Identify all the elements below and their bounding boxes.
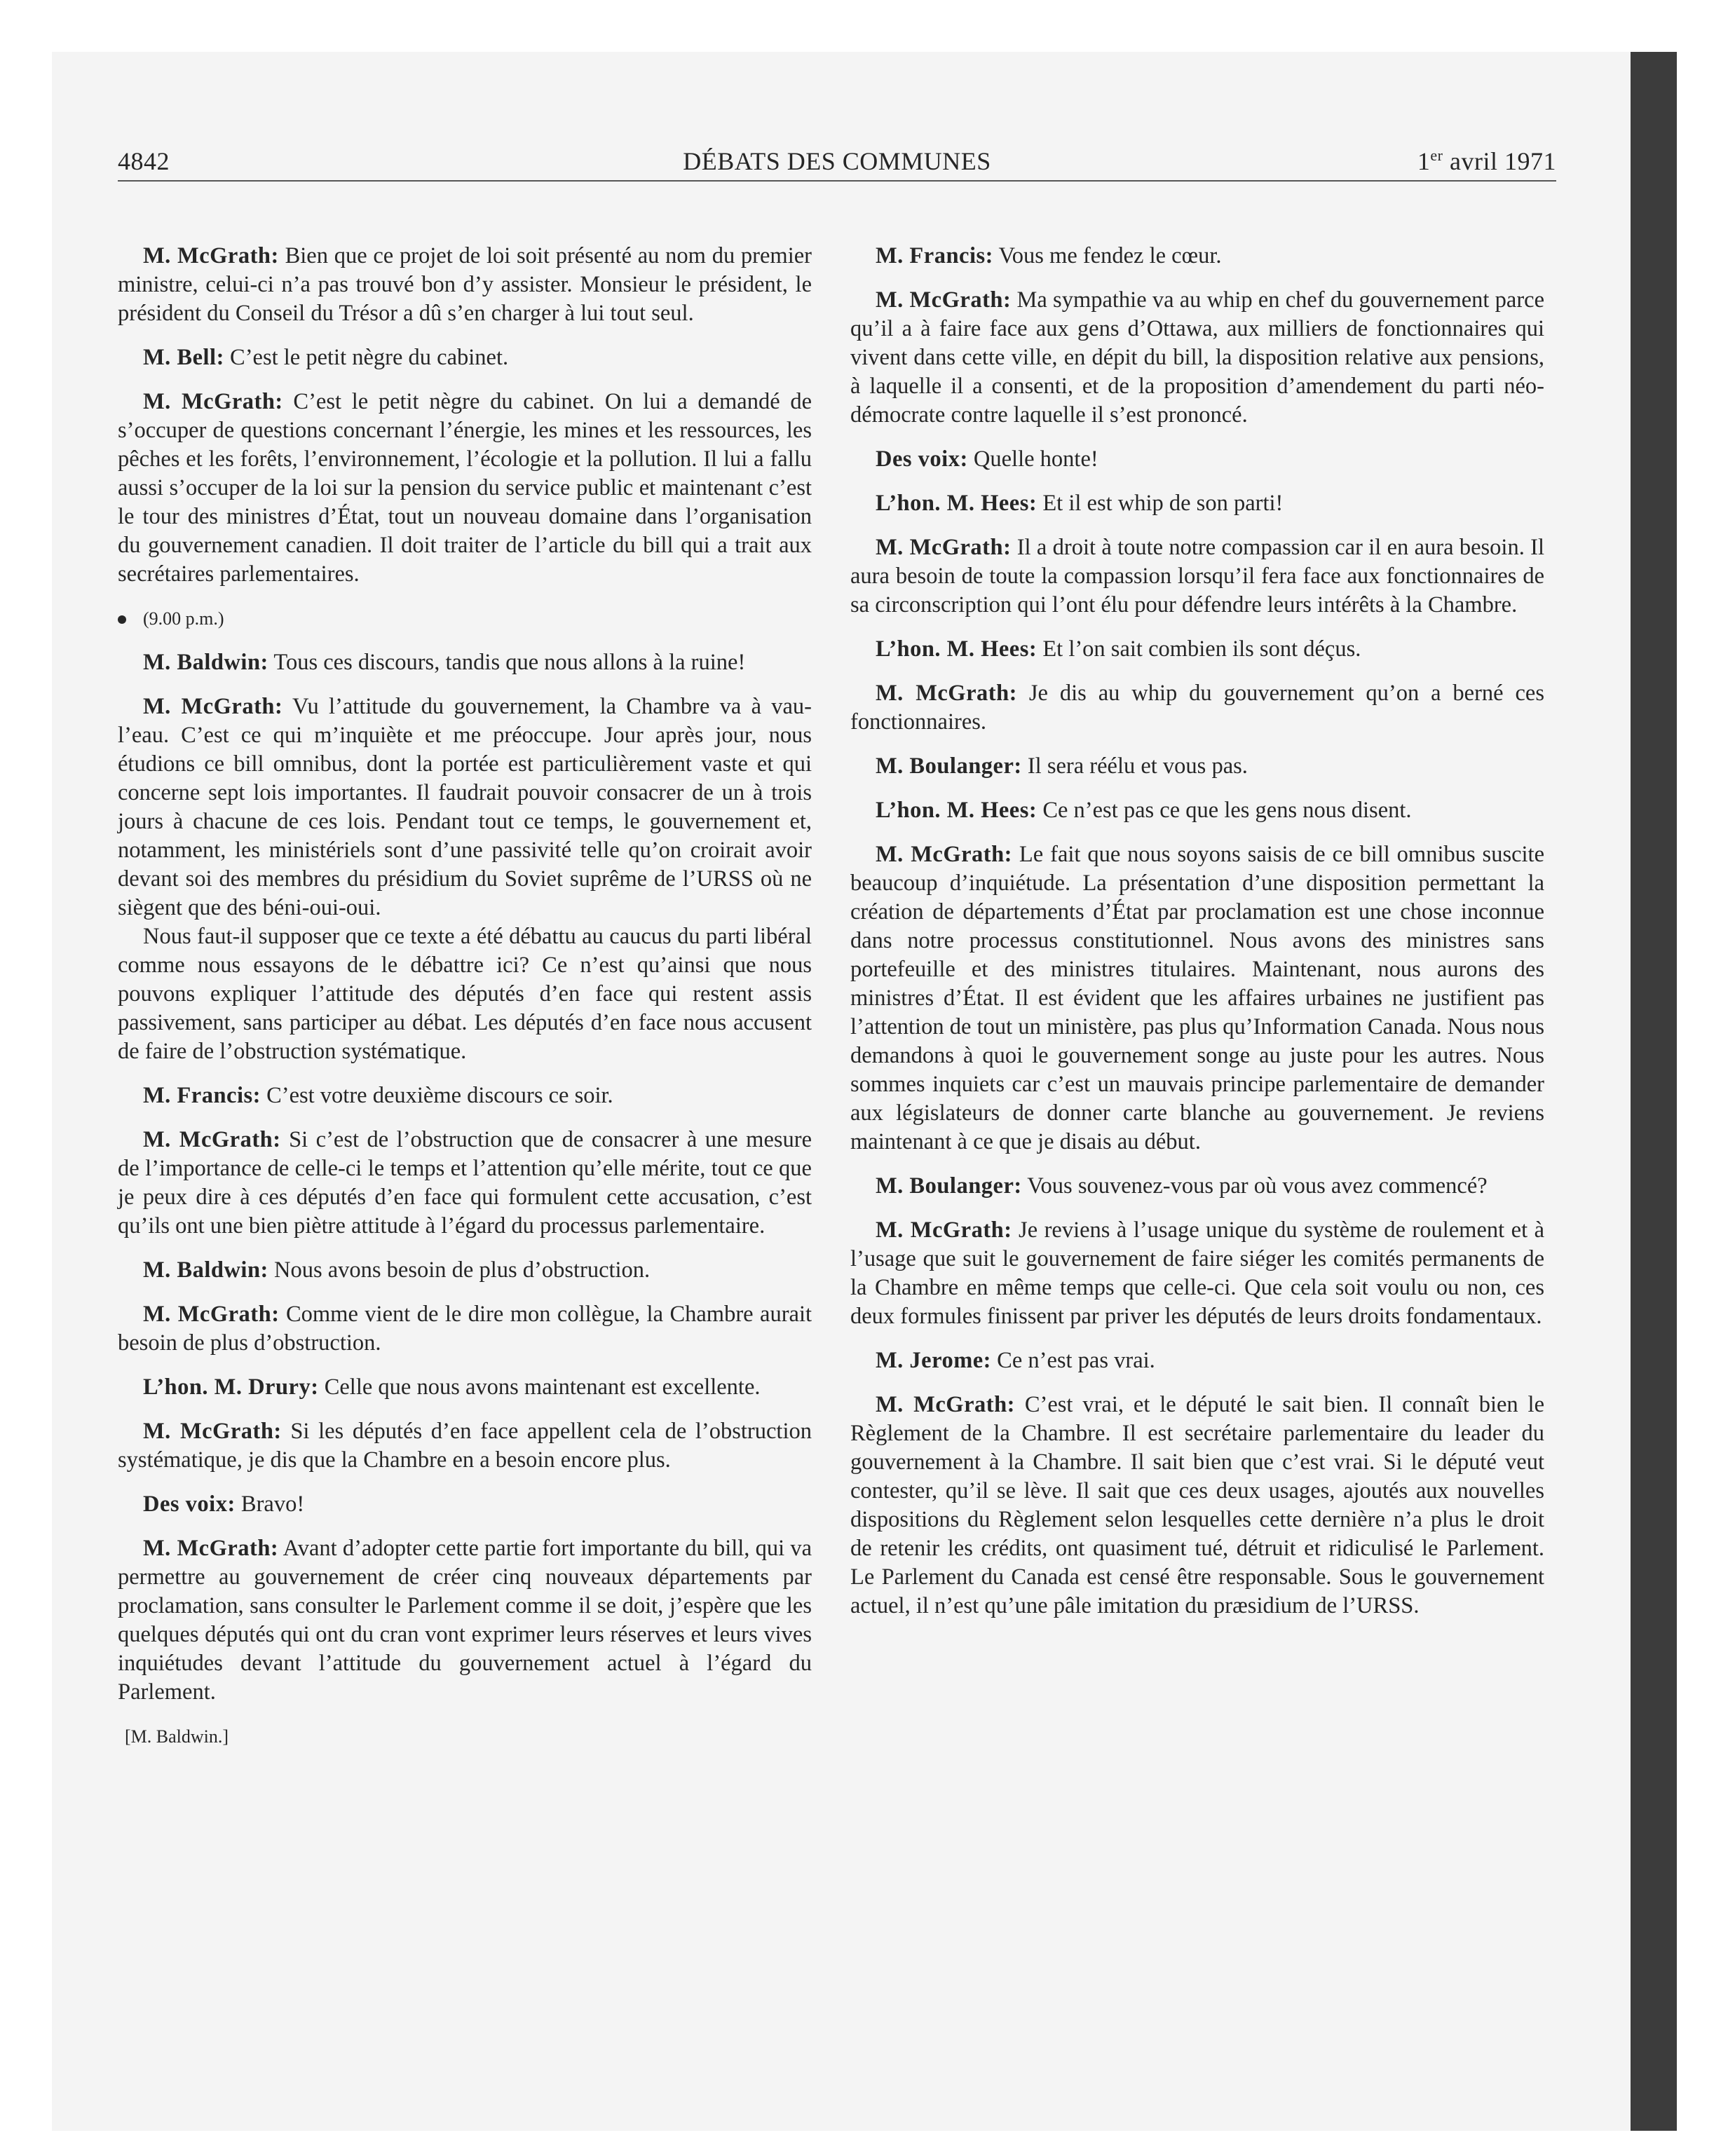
date-day: 1	[1417, 147, 1431, 175]
speech-text: C’est le petit nègre du cabinet.	[230, 345, 509, 370]
speech-text: Quelle honte!	[973, 446, 1098, 472]
speech-text: Nous avons besoin de plus d’obstruction.	[273, 1257, 651, 1283]
speech-paragraph	[118, 1534, 812, 1707]
speech-text: Avant d’adopter cette partie fort importante du bill, qui va permettre au gouvernement de créer cinq nouveaux départements par proclamation, sans consulter le Parlement comme il se doit, j’espère que les quelques députés qui ont du cran vont exprimer leurs réserves et leurs vives inquiétudes devant l’attitude du gouvernement actuel à l’égard du Parlement.	[118, 1536, 812, 1705]
speech-paragraph	[850, 445, 1544, 474]
page-date	[1417, 146, 1556, 176]
speech-text: Vu l’attitude du gouvernement, la Chambre va à vau-l’eau. C’est ce qui m’inquiète et me préoccupe. Jour après jour, nous étudions ce bill omnibus, dont la portée est particulièrement vaste et qui concerne sept lois importantes. Il faudrait pouvoir consacrer de un à trois jours à chacune de ces lois. Pendant tout ce temps, le gouvernement et, notamment, les ministériels sont d’une passivité telle qu’on croirait avoir devant soi des membres du présidium du Soviet suprême de l’URSS où ne siègent que des béni-oui-oui.	[118, 694, 812, 920]
speech-text: Le fait que nous soyons saisis de ce bill omnibus suscite beaucoup d’inquiétude. La présentation d’une disposition permettant la création de départements d’État par proclamation est une chose inconnue dans notre processus constitutionnel. Nous avons des ministres sans portefeuille et des ministres titulaires. Maintenant, nous aurons des ministres d’État. Il est évident que les affaires urbaines ne justifient pas l’attention de tout un ministère, pas plus qu’Information Canada. Nous nous demandons à quoi le gouvernement songe au juste pour les autres. Nous sommes inquiets car c’est un mauvais principe parlementaire de demander aux législateurs de donner carte blanche au gouvernement. Je reviens maintenant à ce que je disais au début.	[850, 842, 1545, 1154]
speech-paragraph	[850, 1391, 1544, 1621]
speech-paragraph	[850, 1216, 1544, 1331]
speaker-name: M. Boulanger:	[876, 753, 1022, 779]
speech-text: C’est votre deuxième discours ce soir.	[266, 1083, 613, 1108]
speech-text: Et l’on sait combien ils sont déçus.	[1042, 636, 1361, 662]
speaker-name: Des voix:	[876, 446, 968, 472]
right-column	[850, 242, 1544, 1636]
speech-text: Ma sympathie va au whip en chef du gouvernement parce qu’il a à faire face aux gens d’Ottawa, aux milliers de fonctionnaires qui vivent dans cette ville, en dépit du bill, la disposition relative aux pensions, à laquelle il a consenti, et de la proposition d’amendement du parti néo-démocrate contre laquelle il s’est prononcé.	[850, 287, 1545, 428]
date-month-year: avril 1971	[1450, 147, 1556, 175]
speech-text: Celle que nous avons maintenant est excellente.	[324, 1374, 761, 1400]
speaker-name: M. Jerome:	[876, 1348, 992, 1373]
speech-paragraph	[118, 343, 812, 372]
speaker-name: M. McGrath:	[876, 842, 1012, 867]
speech-text: Ce n’est pas ce que les gens nous disent.	[1042, 798, 1412, 823]
speech-paragraph	[118, 922, 812, 1066]
speech-text: Vous me fendez le cœur.	[998, 243, 1222, 268]
speech-text: Je dis au whip du gouvernement qu’on a berné ces fonctionnaires.	[850, 681, 1544, 735]
speech-paragraph	[118, 1082, 812, 1110]
speaker-name: Des voix:	[143, 1492, 236, 1517]
speech-text: Ce n’est pas vrai.	[997, 1348, 1155, 1373]
speech-paragraph	[118, 1256, 812, 1285]
speech-paragraph	[850, 489, 1544, 518]
speaker-name: M. Bell:	[143, 345, 224, 370]
speech-paragraph	[850, 286, 1544, 430]
speaker-name: L’hon. M. Drury:	[143, 1374, 319, 1400]
speech-text: Vous souvenez-vous par où vous avez commencé?	[1027, 1173, 1488, 1199]
page-number: 4842	[118, 147, 170, 175]
speech-text: Et il est whip de son parti!	[1042, 491, 1284, 516]
speech-paragraph	[118, 1417, 812, 1475]
speech-text: Si c’est de l’obstruction que de consacrer à une mesure de l’importance de celle-ci le temps et l’attention qu’elle mérite, tout ce que je peux dire à ces députés d’en face qui formulent cette accusation, c’est qu’ils ont une bien piètre attitude à l’égard du processus parlementaire.	[118, 1127, 812, 1239]
speaker-name: M. McGrath:	[143, 1419, 282, 1444]
speech-paragraph	[118, 1373, 812, 1402]
speech-paragraph	[118, 388, 812, 589]
speech-paragraph	[118, 692, 812, 922]
speaker-name: M. McGrath:	[143, 389, 283, 414]
speaker-name: L’hon. M. Hees:	[876, 636, 1037, 662]
speaker-name: M. Francis:	[143, 1083, 261, 1108]
speaker-name: L’hon. M. Hees:	[876, 798, 1037, 823]
speech-text: Je reviens à l’usage unique du système de roulement et à l’usage que suit le gouvernement de faire siéger les comités permanents de la Chambre en même temps que celle-ci. Que cela soit voulu ou non, ces deux formules finissent par priver les députés de leurs droits fondamentaux.	[850, 1217, 1544, 1329]
left-column-body	[118, 242, 812, 1707]
speech-paragraph	[118, 1300, 812, 1358]
speech-text: Si les députés d’en face appellent cela de l’obstruction systématique, je dis que la Chambre en a besoin encore plus.	[118, 1419, 812, 1473]
speech-text: Comme vient de le dire mon collègue, la Chambre aurait besoin de plus d’obstruction.	[118, 1302, 812, 1356]
speech-paragraph	[850, 242, 1544, 271]
publication-title: DÉBATS DES COMMUNES	[683, 147, 991, 175]
speech-paragraph	[850, 796, 1544, 825]
speaker-name: M. McGrath:	[143, 243, 279, 268]
speech-text: C’est vrai, et le député le sait bien. Il connaît bien le Règlement de la Chambre. Il est secrétaire parlementaire du leader du gouvernement à la Chambre. Il sait bien que c’est vrai. Si le député veut contester, qu’il se lève. Il sait que ces deux usages, ajoutés aux nouvelles dispositions du Règlement selon lesquelles cette dernière n’a plus le droit de retenir les crédits, ont quasiment tué, détruit et ridiculisé le Parlement. Le Parlement du Canada est censé être responsable. Sous le gouvernement actuel, il n’est qu’une pâle imitation du præsidium de l’URSS.	[850, 1392, 1544, 1618]
speech-paragraph	[850, 1346, 1544, 1375]
speech-paragraph	[118, 1490, 812, 1519]
speaker-name: M. McGrath:	[876, 1217, 1012, 1243]
speech-text: Bravo!	[240, 1492, 305, 1517]
scan-binding-edge	[1631, 52, 1677, 2131]
speech-paragraph	[850, 533, 1544, 620]
speaker-name: M. Baldwin:	[143, 650, 268, 675]
date-superscript: er	[1430, 146, 1443, 164]
speaker-name: M. McGrath:	[143, 694, 283, 719]
page-header	[118, 144, 1556, 182]
speaker-name: M. Francis:	[876, 243, 993, 268]
speech-paragraph	[850, 752, 1544, 781]
left-column	[118, 242, 812, 1751]
column-footnote: [M. Baldwin.]	[125, 1726, 229, 1747]
speech-paragraph	[118, 1126, 812, 1241]
speaker-name: M. McGrath:	[876, 535, 1012, 560]
speech-paragraph	[850, 1172, 1544, 1201]
speech-paragraph	[118, 648, 812, 677]
speech-paragraph	[118, 242, 812, 328]
speaker-name: M. McGrath:	[143, 1536, 279, 1561]
speaker-name: M. McGrath:	[876, 1392, 1015, 1417]
speech-text: Il sera réélu et vous pas.	[1027, 753, 1248, 779]
speech-text: Tous ces discours, tandis que nous allons à la ruine!	[273, 650, 746, 675]
speaker-name: M. McGrath:	[143, 1127, 281, 1152]
speaker-name: M. Boulanger:	[876, 1173, 1022, 1199]
speech-paragraph	[850, 635, 1544, 664]
time-text: (9.00 p.m.)	[143, 608, 224, 629]
speech-paragraph	[850, 840, 1544, 1157]
speech-paragraph	[850, 679, 1544, 737]
speech-text: Nous faut-il supposer que ce texte a été débattu au caucus du parti libéral comme nous essayons de le débattre ici? Ce n’est qu’ainsi que nous pouvons expliquer l’attitude des députés d’en face qui restent assis passivement, sans participer au débat. Les députés d’en face nous accusent de faire de l’obstruction systématique.	[118, 924, 812, 1064]
time-marker	[118, 604, 812, 633]
speech-text: C’est le petit nègre du cabinet. On lui a demandé de s’occuper de questions concernant l’énergie, les mines et les ressources, les pêches et les forêts, l’environnement, l’écologie et la pollution. Il lui a fallu aussi s’occuper de la loi sur la pension du service public et maintenant c’est le tour des ministres d’État, tout un nouveau domaine dans l’organisation du gouvernement canadien. Il doit traiter de l’article du bill qui a trait aux secrétaires parlementaires.	[118, 389, 812, 587]
speaker-name: M. McGrath:	[143, 1302, 280, 1327]
speech-text: Il a droit à toute notre compassion car il en aura besoin. Il aura besoin de toute la compassion lorsqu’il fera face aux fonctionnaires de sa circonscription qui l’ont élu pour défendre leurs intérêts à la Chambre.	[850, 535, 1545, 618]
speaker-name: M. Baldwin:	[143, 1257, 268, 1283]
speaker-name: M. McGrath:	[876, 681, 1017, 706]
speech-text: Bien que ce projet de loi soit présenté au nom du premier ministre, celui-ci n’a pas trouvé bon d’y assister. Monsieur le président, le président du Conseil du Trésor a dû s’en charger à lui tout seul.	[118, 243, 812, 326]
speaker-name: M. McGrath:	[876, 287, 1012, 313]
right-column-body	[850, 242, 1544, 1621]
speaker-name: L’hon. M. Hees:	[876, 491, 1037, 516]
bullet-dot-icon	[118, 615, 126, 624]
